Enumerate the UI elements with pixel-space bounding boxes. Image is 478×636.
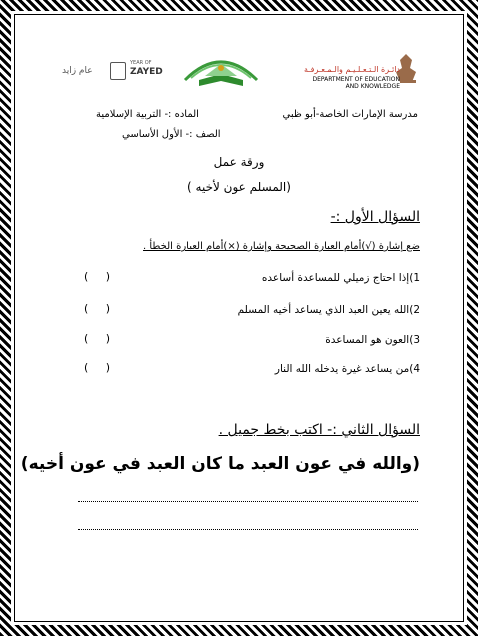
quran-logo (183, 50, 259, 90)
zayed-arabic-label: عام زايد (62, 66, 93, 76)
statement-2: 2)الله يعين العبد الذي يساعد أخيه المسلم (237, 304, 420, 316)
department-english-name: DEPARTMENT OF EDUCATION (312, 76, 400, 83)
year-of-label: YEAR OF (130, 60, 152, 66)
subject-label: الماده :- التربية الإسلامية (96, 109, 199, 120)
question-2-heading: السؤال الثاني :- اكتب بخط جميل . (218, 422, 420, 438)
portrait-icon (110, 62, 126, 80)
year-of-zayed-logo (62, 58, 170, 84)
department-english-name-2: AND KNOWLEDGE (345, 83, 400, 90)
writing-line-1[interactable] (78, 500, 418, 502)
quran-book-icon (183, 50, 259, 90)
answer-box-2[interactable]: ( ) (84, 302, 111, 315)
worksheet-title: ورقة عمل (213, 155, 265, 169)
question-1-instruction: ضع إشارة (√)أمام العبارة الصحيحة وإشارة (×)أمام العبارة الخطأ . (143, 241, 420, 252)
school-name: مدرسة الإمارات الخاصة-أبو ظبي (282, 109, 418, 120)
hadith-text: (والله في عون العبد ما كان العبد في عون أخيه) (20, 454, 420, 474)
answer-box-1[interactable]: ( ) (84, 270, 111, 283)
worksheet-subtitle: (المسلم عون لأخيه ) (187, 180, 291, 194)
answer-box-3[interactable]: ( ) (84, 332, 111, 345)
grade-label: الصف :- الأول الأساسي (122, 129, 221, 140)
education-department-logo (302, 50, 426, 96)
statement-3: 3)العون هو المساعدة (325, 334, 420, 346)
writing-line-2[interactable] (78, 528, 418, 530)
question-1-heading: السؤال الأول :- (330, 209, 420, 225)
zayed-label: ZAYED (130, 67, 163, 77)
department-arabic-name: دائـرة الـتـعـلـيـم والـمـعـرفـة (304, 65, 400, 74)
answer-box-4[interactable]: ( ) (84, 361, 111, 374)
statement-4: 4)من يساعد غيرة يدخله الله النار (274, 363, 420, 375)
statement-1: 1)إذا احتاج زميلي للمساعدة أساعده (261, 272, 420, 284)
worksheet-page (14, 14, 464, 622)
